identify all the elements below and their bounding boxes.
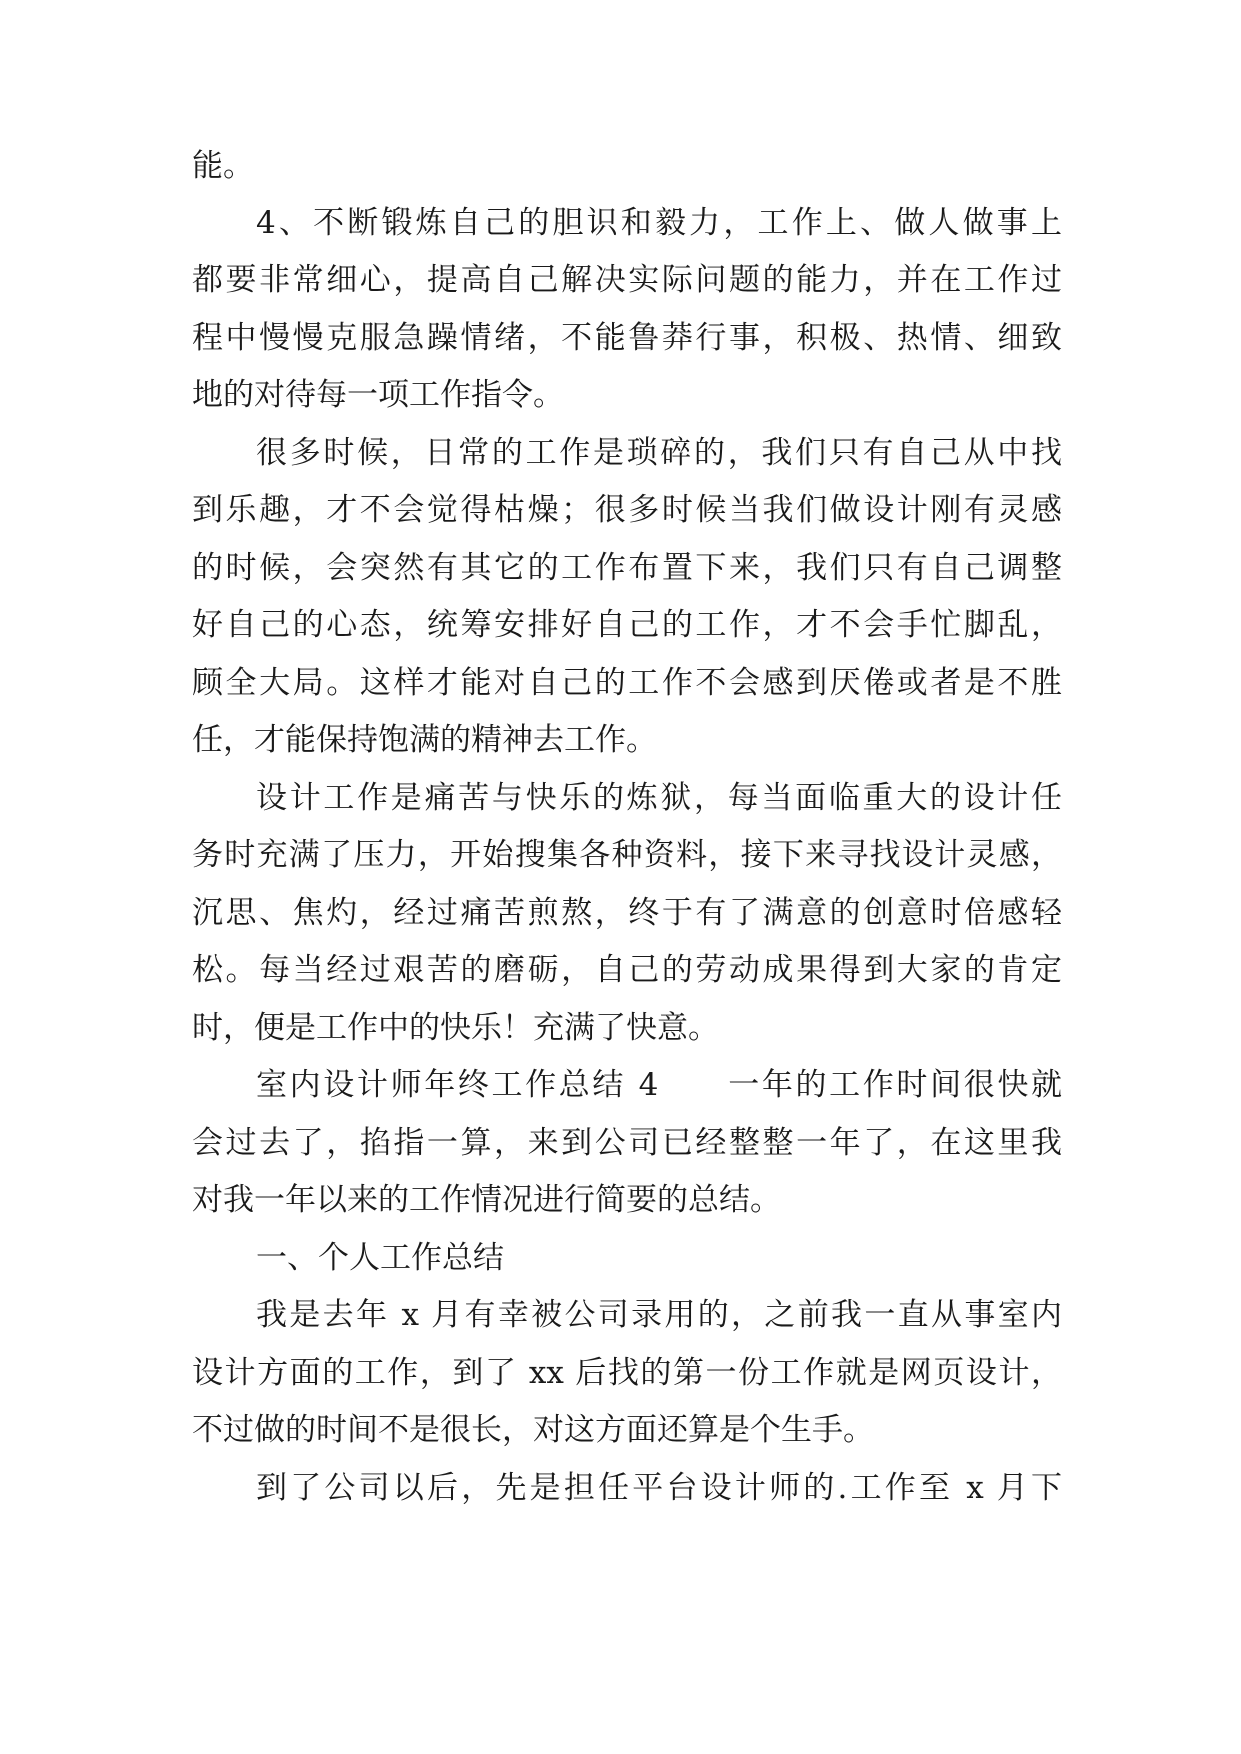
text-line: 沉思、焦灼，经过痛苦煎熬，终于有了满意的创意时倍感轻 <box>192 895 1062 931</box>
text-line: 能。 <box>192 148 254 184</box>
text-line: 的时候，会突然有其它的工作布置下来，我们只有自己调整 <box>192 550 1062 586</box>
text-line: 顾全大局。这样才能对自己的工作不会感到厌倦或者是不胜 <box>192 665 1062 701</box>
text-line: 松。每当经过艰苦的磨砺，自己的劳动成果得到大家的肯定 <box>192 952 1062 988</box>
text-line: 好自己的心态，统筹安排好自己的工作，才不会手忙脚乱， <box>192 607 1062 643</box>
text-line: 设计工作是痛苦与快乐的炼狱，每当面临重大的设计任 <box>256 780 1062 816</box>
text-line: 4、不断锻炼自己的胆识和毅力，工作上、做人做事上 <box>256 205 1062 241</box>
text-line: 不过做的时间不是很长，对这方面还算是个生手。 <box>192 1412 874 1448</box>
text-line: 到乐趣，才不会觉得枯燥；很多时候当我们做设计刚有灵感 <box>192 492 1062 528</box>
text-line: 设计方面的工作，到了 xx 后找的第一份工作就是网页设计， <box>192 1355 1062 1391</box>
text-line: 我是去年 x 月有幸被公司录用的，之前我一直从事室内 <box>256 1297 1062 1333</box>
text-line: 会过去了，掐指一算，来到公司已经整整一年了，在这里我 <box>192 1125 1062 1161</box>
text-line: 室内设计师年终工作总结 4 一年的工作时间很快就 <box>256 1067 1062 1103</box>
text-line: 时，便是工作中的快乐！充满了快意。 <box>192 1010 719 1046</box>
text-line: 程中慢慢克服急躁情绪，不能鲁莽行事，积极、热情、细致 <box>192 320 1062 356</box>
text-line: 地的对待每一项工作指令。 <box>192 377 564 413</box>
text-line: 到了公司以后，先是担任平台设计师的.工作至 x 月下 <box>256 1470 1062 1506</box>
text-line: 很多时候，日常的工作是琐碎的，我们只有自己从中找 <box>256 435 1062 471</box>
text-line: 对我一年以来的工作情况进行简要的总结。 <box>192 1182 781 1218</box>
text-line: 务时充满了压力，开始搜集各种资料，接下来寻找设计灵感， <box>192 837 1062 873</box>
text-line: 任，才能保持饱满的精神去工作。 <box>192 722 657 758</box>
text-line: 都要非常细心，提高自己解决实际问题的能力，并在工作过 <box>192 262 1062 298</box>
section-heading: 一、个人工作总结 <box>256 1240 504 1276</box>
